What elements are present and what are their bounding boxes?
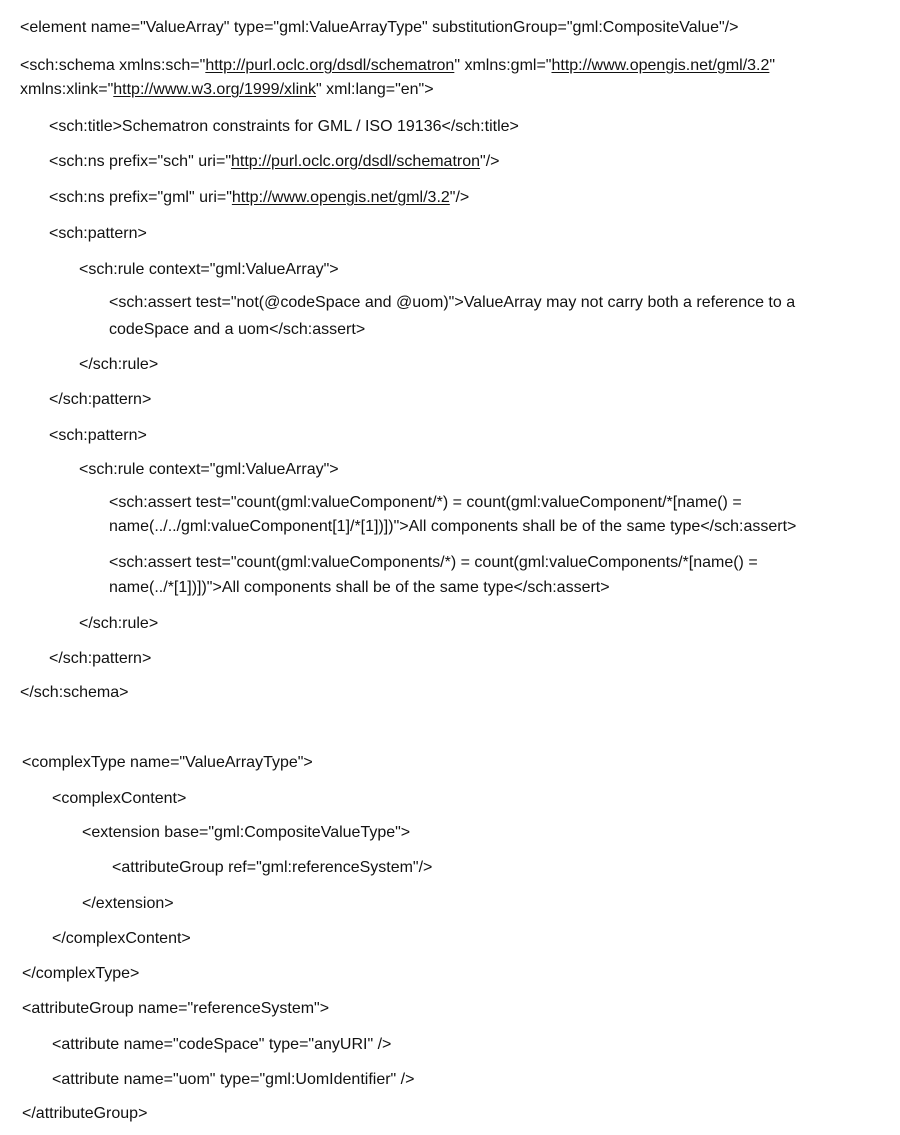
assert-value-component-line-continued: name(../../gml:valueComponent[1]/*[1])])">All components shall be of the same type</sch:assert>: [109, 518, 797, 535]
xlink-namespace-link[interactable]: http://www.w3.org/1999/xlink: [113, 81, 317, 98]
extension-open-line: <extension base="gml:CompositeValueType">: [82, 824, 411, 841]
attribute-group-ref-line: <attributeGroup ref="gml:referenceSystem"/>: [112, 859, 433, 876]
complex-type-close-line: </complexType>: [22, 965, 140, 982]
ns-gml-line: <sch:ns prefix="gml" uri="http://www.opengis.net/gml/3.2"/>: [49, 189, 470, 206]
element-declaration-line: <element name="ValueArray" type="gml:ValueArrayType" substitutionGroup="gml:CompositeValue"/>: [20, 19, 739, 36]
assert-codespace-uom-line: <sch:assert test="not(@codeSpace and @uom)">ValueArray may not carry both a reference to a: [109, 294, 796, 311]
attribute-group-open-line: <attributeGroup name="referenceSystem">: [22, 1000, 330, 1017]
rule-open-line: <sch:rule context="gml:ValueArray">: [79, 261, 339, 278]
gml-namespace-link[interactable]: http://www.opengis.net/gml/3.2: [551, 57, 770, 74]
pattern-close-line: </sch:pattern>: [49, 391, 152, 408]
rule-open-line: <sch:rule context="gml:ValueArray">: [79, 461, 339, 478]
ns-sch-uri-link[interactable]: http://purl.oclc.org/dsdl/schematron: [231, 153, 481, 170]
schema-open-line-continued: xmlns:xlink="http://www.w3.org/1999/xlink" xml:lang="en">: [20, 81, 434, 98]
attribute-codespace-line: <attribute name="codeSpace" type="anyURI" />: [52, 1036, 392, 1053]
assert-value-components-line-continued: name(../*[1])])">All components shall be of the same type</sch:assert>: [109, 579, 610, 596]
assert-codespace-uom-line-continued: codeSpace and a uom</sch:assert>: [109, 321, 366, 338]
schematron-namespace-link[interactable]: http://purl.oclc.org/dsdl/schematron: [205, 57, 455, 74]
assert-value-component-line: <sch:assert test="count(gml:valueComponent/*) = count(gml:valueComponent/*[name() =: [109, 494, 742, 511]
rule-close-line: </sch:rule>: [79, 356, 159, 373]
schema-close-line: </sch:schema>: [20, 684, 129, 701]
extension-close-line: </extension>: [82, 895, 174, 912]
schema-title-line: <sch:title>Schematron constraints for GML / ISO 19136</sch:title>: [49, 118, 519, 135]
pattern-close-line: </sch:pattern>: [49, 650, 152, 667]
attribute-uom-line: <attribute name="uom" type="gml:UomIdentifier" />: [52, 1071, 415, 1088]
assert-value-components-line: <sch:assert test="count(gml:valueComponents/*) = count(gml:valueComponents/*[name() =: [109, 554, 758, 571]
rule-close-line: </sch:rule>: [79, 615, 159, 632]
schema-open-line: <sch:schema xmlns:sch="http://purl.oclc.org/dsdl/schematron" xmlns:gml="http://www.opengis.net/gml/3.2": [20, 57, 776, 74]
complex-type-open-line: <complexType name="ValueArrayType">: [22, 754, 313, 771]
ns-gml-uri-link[interactable]: http://www.opengis.net/gml/3.2: [231, 189, 450, 206]
complex-content-open-line: <complexContent>: [52, 790, 187, 807]
pattern-open-line: <sch:pattern>: [49, 225, 147, 242]
pattern-open-line: <sch:pattern>: [49, 427, 147, 444]
complex-content-close-line: </complexContent>: [52, 930, 191, 947]
attribute-group-close-line: </attributeGroup>: [22, 1105, 148, 1122]
ns-sch-line: <sch:ns prefix="sch" uri="http://purl.oclc.org/dsdl/schematron"/>: [49, 153, 500, 170]
